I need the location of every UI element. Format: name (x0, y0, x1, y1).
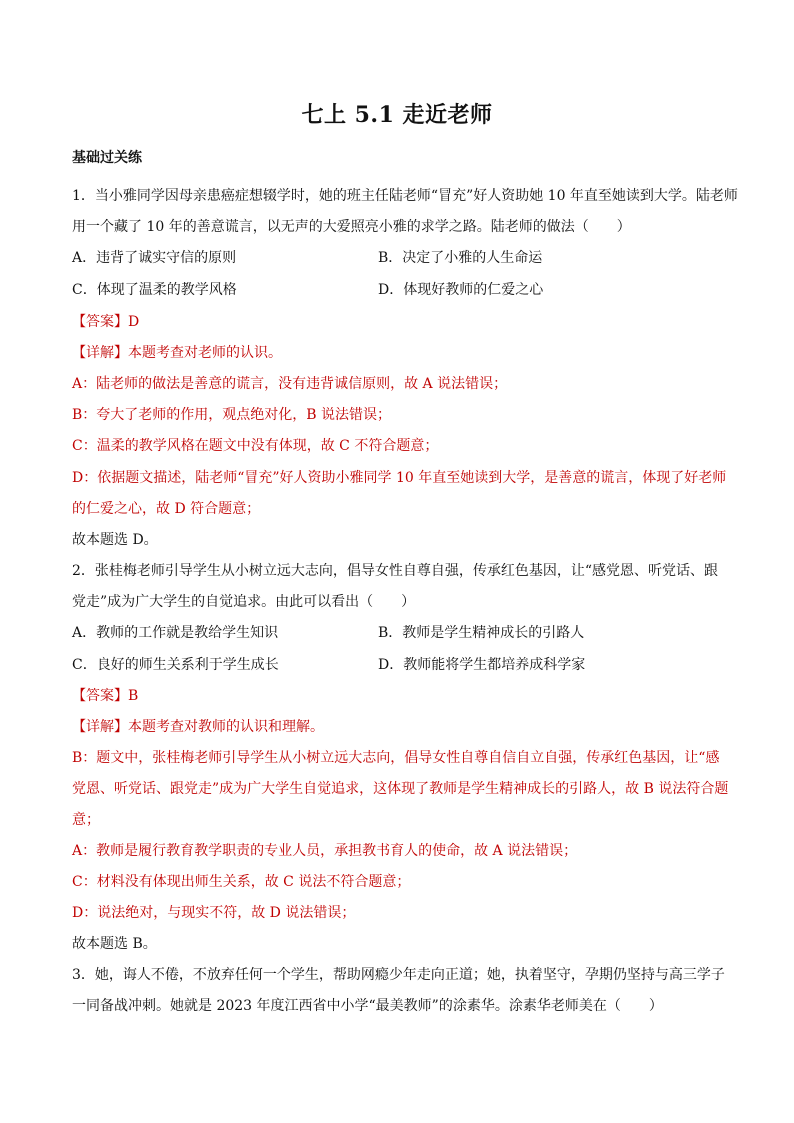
q1-explain-b: B：夸大了老师的作用，观点绝对化，B 说法错误； (72, 407, 392, 423)
q1-detail-head: 【详解】本题考查对老师的认识。 (72, 345, 282, 361)
q2-explain-b-line-1: B：题文中，张桂梅老师引导学生从小树立远大志向，倡导女性自尊自信自立自强，传承红色基因，让“感 (72, 750, 720, 766)
q1-option-d: D．体现好教师的仁爱之心 (378, 282, 544, 298)
q2-explain-b-line-2: 党恩、听党话、跟党走”成为广大学生自觉追求，这体现了教师是学生精神成长的引路人，故 B 说法符合题 (72, 781, 729, 797)
q2-option-a: A．教师的工作就是教给学生知识 (72, 625, 279, 641)
q2-explain-a: A：教师是履行教育教学职责的专业人员，承担教书育人的使命，故 A 说法错误； (72, 843, 578, 859)
q1-option-a: A．违背了诚实守信的原则 (72, 250, 237, 266)
q2-option-c: C．良好的师生关系利于学生成长 (72, 657, 279, 673)
q2-explain-c: C：材料没有体现出师生关系，故 C 说法不符合题意； (72, 874, 411, 890)
page-title: 七上 5.1 走近老师 (301, 102, 493, 128)
q1-stem-line-1: 1．当小雅同学因母亲患癌症想辍学时，她的班主任陆老师“冒充”好人资助她 10 年直至她读到大学。陆老师 (72, 188, 738, 204)
q2-option-d: D．教师能将学生都培养成科学家 (378, 657, 586, 673)
q2-explain-b-line-3: 意； (72, 812, 100, 828)
q3-stem-line-1: 3．她，诲人不倦，不放弃任何一个学生，帮助网瘾少年走向正道；她，执着坚守，孕期仍坚持与高三学子 (72, 967, 725, 983)
q2-conclusion: 故本题选 B。 (72, 936, 157, 952)
q1-option-c: C．体现了温柔的教学风格 (72, 282, 237, 298)
q2-option-b: B．教师是学生精神成长的引路人 (378, 625, 585, 641)
q2-detail-head: 【详解】本题考查对教师的认识和理解。 (72, 719, 324, 735)
q3-stem-line-2: 一同备战冲刺。她就是 2023 年度江西省中小学“最美教师”的涂素华。涂素华老师美在（ ） (72, 998, 663, 1014)
q1-conclusion: 故本题选 D。 (72, 532, 158, 548)
q1-explain-a: A：陆老师的做法是善意的谎言，没有违背诚信原则，故 A 说法错误； (72, 376, 508, 392)
q2-stem-line-1: 2．张桂梅老师引导学生从小树立远大志向，倡导女性自尊自强，传承红色基因，让“感党恩、听党话、跟 (72, 563, 719, 579)
section-heading: 基础过关练 (72, 150, 142, 166)
q2-explain-d: D：说法绝对，与现实不符，故 D 说法错误； (72, 905, 356, 921)
q1-explain-d-line-2: 的仁爱之心，故 D 符合题意； (72, 501, 261, 517)
q1-answer: 【答案】D (72, 314, 140, 330)
q1-explain-d-line-1: D：依据题文描述，陆老师“冒充”好人资助小雅同学 10 年直至她读到大学，是善意的谎言，体现了好老师 (72, 470, 727, 486)
q1-explain-c: C：温柔的教学风格在题文中没有体现，故 C 不符合题意； (72, 438, 439, 454)
q1-stem-line-2: 用一个藏了 10 年的善意谎言，以无声的大爱照亮小雅的求学之路。陆老师的做法（ ） (72, 219, 631, 235)
q2-stem-line-2: 党走”成为广大学生的自觉追求。由此可以看出（ ） (72, 594, 416, 610)
q2-answer: 【答案】B (72, 688, 139, 704)
q1-option-b: B．决定了小雅的人生命运 (378, 250, 543, 266)
